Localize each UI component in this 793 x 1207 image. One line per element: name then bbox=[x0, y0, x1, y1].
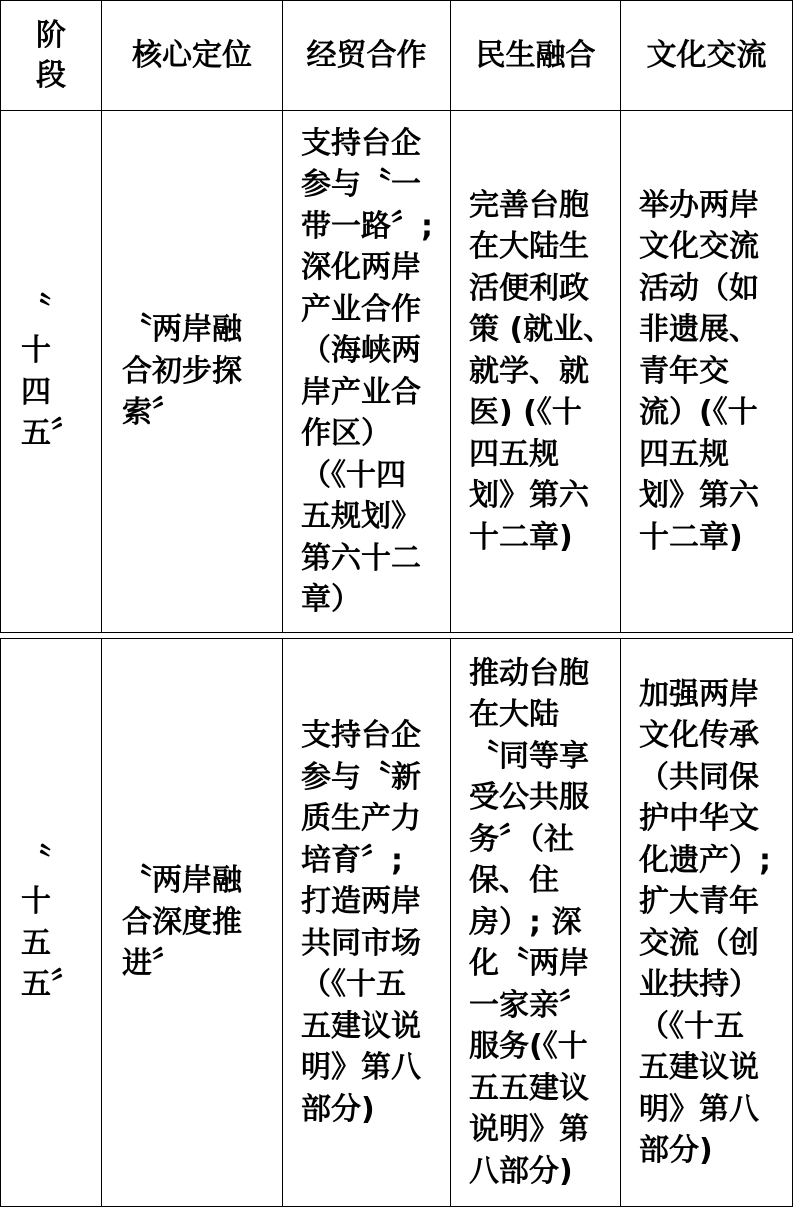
header-positioning bbox=[102, 1, 283, 110]
livelihood-text: 推动台胞 在大陆 〝同等享 受公共服 务〞（社 保、住 房）; 深 化〝两岸 一家亲〞 服务(《十 五五建议 说明》第 八部分) bbox=[469, 655, 589, 1189]
trade-text: 支持台企 参与〝一 带一路〞; 深化两岸 产业合作 （海峡两 岸产业合 作区） （《十四 五规划》 第六十二 章） bbox=[301, 125, 433, 617]
cell-positioning bbox=[102, 639, 283, 1206]
positioning-text: 〝两岸融 合初步探 索〞 bbox=[122, 312, 242, 431]
trade-text: 支持台企 参与〝新 质生产力 培育〞; 打造两岸 共同市场 （《十五 五建议说 明》第八 部分) bbox=[301, 718, 421, 1127]
cell-culture bbox=[621, 639, 792, 1206]
table-row bbox=[0, 110, 793, 633]
stage-text: 〝 十 五 五〞 bbox=[21, 842, 81, 1002]
header-stage-label: 阶 段 bbox=[36, 17, 66, 93]
header-livelihood-label: 民生融合 bbox=[475, 37, 596, 73]
header-trade bbox=[283, 1, 451, 110]
table-header-row bbox=[0, 0, 793, 111]
cell-livelihood bbox=[451, 639, 621, 1206]
cell-stage bbox=[1, 111, 102, 632]
cell-trade bbox=[283, 111, 451, 632]
culture-text: 举办两岸 文化交流 活动（如 非遗展、 青年交 流）(《十 四五规 划》第六 十二章) bbox=[639, 187, 759, 555]
header-culture bbox=[621, 1, 792, 110]
culture-text: 加强两岸 文化传承 （共同保 护中华文 化遗产）; 扩大青年 交流（创 业扶持） （《十五 五建议说 明》第八 部分) bbox=[639, 676, 771, 1168]
header-livelihood bbox=[451, 1, 621, 110]
cell-livelihood bbox=[451, 111, 621, 632]
table-row bbox=[0, 638, 793, 1207]
cell-stage bbox=[1, 639, 102, 1206]
cell-trade bbox=[283, 639, 451, 1206]
cell-positioning bbox=[102, 111, 283, 632]
header-stage bbox=[1, 1, 102, 110]
positioning-text: 〝两岸融 合深度推 进〞 bbox=[122, 863, 242, 982]
cell-culture bbox=[621, 111, 792, 632]
livelihood-text: 完善台胞 在大陆生 活便利政 策 (就业、 就学、就 医) (《十 四五规 划》第六 十二章) bbox=[469, 187, 614, 555]
header-trade-label: 经贸合作 bbox=[306, 37, 427, 73]
header-culture-label: 文化交流 bbox=[646, 37, 767, 73]
header-positioning-label: 核心定位 bbox=[132, 37, 252, 73]
stage-text: 〝 十 四 五〞 bbox=[21, 291, 81, 451]
